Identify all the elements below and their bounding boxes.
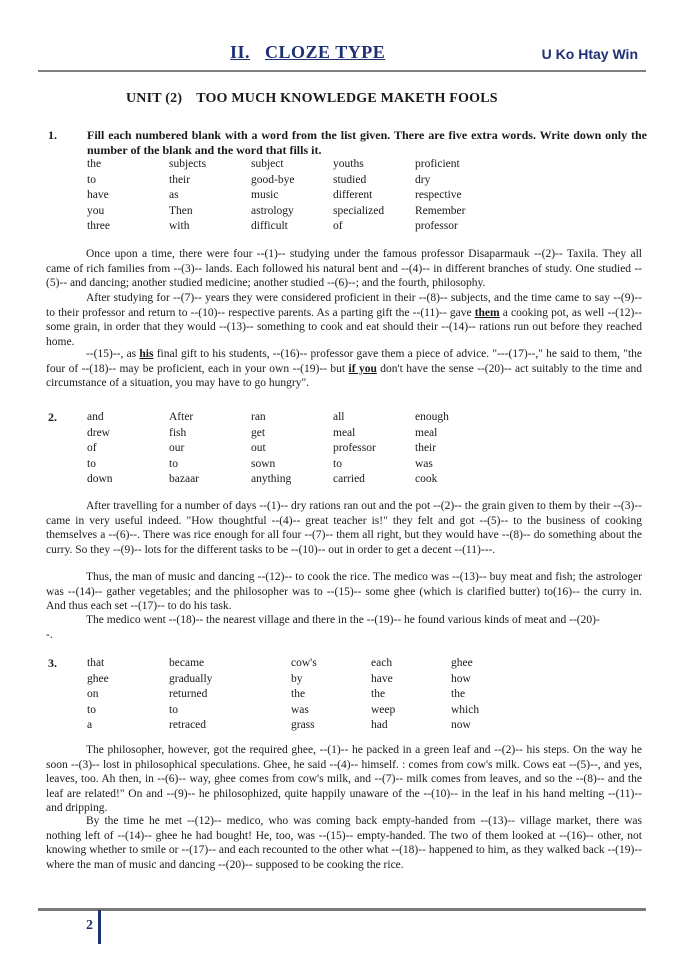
word-option: of: [87, 442, 97, 454]
unit-title: TOO MUCH KNOWLEDGE MAKETH FOOLS: [196, 91, 498, 106]
word-option: to: [169, 703, 178, 716]
word-option: professor: [333, 442, 376, 454]
word-option: all: [333, 411, 345, 423]
word-option: carried: [333, 473, 365, 485]
word-option: dry: [415, 173, 431, 186]
word-option: to: [169, 457, 178, 470]
word-option: grass: [291, 719, 315, 731]
word-option: youths: [333, 158, 364, 170]
underlined-word: them: [474, 306, 500, 319]
word-option: meal: [333, 426, 356, 439]
word-option: enough: [415, 411, 449, 423]
word-option: which: [451, 703, 480, 716]
word-option: our: [169, 442, 185, 454]
unit-label: UNIT (2): [126, 91, 183, 106]
word-option: meal: [415, 426, 438, 439]
word-option: to: [87, 457, 96, 470]
question-1-word-list: [87, 157, 505, 235]
question-1-paragraph-3: --(15)--, as his final gift to his students, --(16)-- professor gave them a piece of advice. "---(17)--," he said to them, "the four of --(18)-- may be proficient, each in your own --(19)-- but if you don't have the sense --(20)-- act suitably to the time and circumstance of a situation, you may have to go hungry".: [46, 348, 642, 390]
word-option: have: [87, 189, 109, 201]
word-option: that: [87, 657, 105, 669]
word-option: good-bye: [251, 173, 295, 186]
word-option: professor: [415, 220, 458, 232]
word-option: the: [371, 688, 386, 700]
word-option: Then: [169, 204, 193, 217]
word-option: difficult: [251, 220, 288, 232]
word-option: sown: [251, 457, 276, 470]
question-1-instruction: Fill each numbered blank with a word from the list given. There are five extra words. Write down only the number of the blank and the word that fills it.: [87, 128, 647, 157]
word-option: was: [415, 457, 433, 470]
header-divider: [38, 70, 646, 72]
word-option: respective: [415, 189, 462, 201]
question-2-paragraph-1: After travelling for a number of days --(1)-- dry rations ran out and the pot --(2)-- the grain given to them by their --(3)-- came in very useful indeed. "How thoughtful --(4)-- great teacher is!" they felt and got --(5)-- to the business of cooking themselves a --(6)--. There was rice enough for all four --(7)-- them all right, but they would have --(8)-- do something about the curry. So they --(9)-- lots for the different tasks to be --(10)-- out in order to get a decent --(11)---.: [46, 500, 642, 556]
word-option: to: [87, 703, 96, 716]
word-option: astrology: [251, 204, 294, 217]
word-option: their: [415, 442, 437, 454]
word-option: had: [371, 719, 388, 731]
word-option: specialized: [333, 204, 385, 217]
word-option: gradually: [169, 672, 213, 685]
word-option: of: [333, 220, 343, 232]
word-option: ghee: [451, 657, 473, 669]
word-option: different: [333, 189, 373, 201]
word-option: proficient: [415, 158, 460, 170]
word-option: Remember: [415, 204, 466, 217]
word-option: a: [87, 719, 93, 731]
word-option: the: [291, 688, 306, 700]
word-option: to: [333, 457, 342, 470]
word-option: and: [87, 411, 104, 423]
word-option: subjects: [169, 158, 207, 170]
word-option: drew: [87, 426, 110, 439]
question-2-number: 2.: [48, 410, 57, 424]
unit-heading: [126, 91, 498, 107]
word-option: have: [371, 672, 393, 685]
question-1-paragraph-2: After studying for --(7)-- years they were considered proficient in their --(8)-- subjects, and the time came to say --(9)-- to their professor and return to --(10)-- respective parents. As a parting gift the --(11)-- gave them a cooking pot, as well --(12)-- some grain, in order that they would --(13)-- something to cook and eat should their --(14)-- rations run out before they reached home.: [46, 292, 642, 348]
question-1-number: 1.: [48, 128, 57, 142]
header-section: II.: [230, 42, 251, 62]
header-author: U Ko Htay Win: [541, 46, 638, 62]
word-option: studied: [333, 173, 367, 186]
word-option: you: [87, 204, 105, 217]
question-3-word-list: [87, 656, 533, 734]
word-option: weep: [371, 703, 396, 716]
word-option: cook: [415, 473, 438, 485]
word-option: on: [87, 688, 99, 700]
word-option: bazaar: [169, 473, 199, 485]
word-option: ran: [251, 411, 266, 423]
header-title: [230, 42, 385, 63]
word-option: music: [251, 189, 279, 201]
word-option: by: [291, 672, 303, 685]
question-3-paragraph-2: By the time he met --(12)-- medico, who was coming back empty-handed from --(13)-- village market, there was nothing left of --(14)-- ghee he had bought! He, too, was --(15)-- empty-handed. The two of them looked at --(16)-- other, not knowing whether to smile or --(17)-- and each recounted to the other what --(18)-- happened to him, as they walked back --(19)-- where the man of music and dancing --(20)-- supposed to be cooking the rice.: [46, 815, 642, 871]
question-2-paragraph-3: The medico went --(18)-- the nearest village and there in the --(19)-- he found various kinds of meat and --(20)- -.: [46, 614, 600, 641]
word-option: anything: [251, 473, 292, 485]
word-option: with: [169, 220, 190, 232]
word-option: the: [87, 158, 102, 170]
word-option: how: [451, 672, 471, 685]
word-option: was: [291, 703, 309, 716]
question-3-number: 3.: [48, 656, 57, 670]
header-type: CLOZE TYPE: [265, 42, 386, 62]
word-option: get: [251, 426, 266, 439]
footer-divider: [38, 908, 646, 911]
word-option: to: [87, 173, 96, 186]
question-2-word-list: [87, 410, 505, 488]
word-option: down: [87, 473, 113, 485]
word-option: the: [451, 688, 466, 700]
underlined-word: his: [139, 348, 154, 360]
page-number: 2: [86, 918, 93, 933]
footer-accent-bar: [98, 910, 101, 944]
word-option: ghee: [87, 672, 109, 685]
question-1-paragraph-1: Once upon a time, there were four --(1)-- studying under the famous professor Disaparmauk --(2)-- Taxila. They all came of rich families from --(3)-- lands. Each followed his natural bent and --(4)-- in different branches of study. One studied --(5)-- and dancing; another studied medicine; another studied --(6)--; and the fourth, philosophy.: [46, 248, 642, 290]
word-option: three: [87, 220, 110, 232]
word-option: their: [169, 173, 191, 186]
word-option: fish: [169, 426, 187, 439]
question-2-paragraph-2: Thus, the man of music and dancing --(12)-- to cook the rice. The medico was --(13)-- buy meat and fish; the astrologer was --(14)-- gather vegetables; and the philosopher was to --(15)-- some ghee (which is clarified butter) to(16)-- the curry in. And thus each set --(17)-- to do his task.: [46, 571, 642, 613]
word-option: now: [451, 719, 471, 731]
word-option: subject: [251, 158, 284, 170]
word-option: retraced: [169, 719, 207, 731]
word-option: as: [169, 189, 179, 201]
word-option: out: [251, 442, 266, 454]
word-option: each: [371, 657, 393, 669]
question-3-paragraph-1: The philosopher, however, got the required ghee, --(1)-- he packed in a green leaf and --(2)-- his steps. On the way he soon --(3)-- lost in philosophical speculations. Ghee, he said --(4)-- himself. : comes from cow's milk. Cows eat --(5)--, and yes, leaves, too. Ah then, in --(6)-- way, ghee comes from cow's milk, and --(7)-- milk comes from leaves, and so the --(8)-- and the leaf are related!" On and --(9)-- he philosophized, quite happily unaware of the --(10)-- in the leaf in his hand melting --(11)-- and dripping.: [46, 744, 642, 815]
word-option: After: [169, 411, 194, 423]
word-option: cow's: [291, 657, 317, 669]
word-option: returned: [169, 688, 208, 700]
word-option: became: [169, 657, 205, 669]
underlined-word: if you: [348, 362, 377, 375]
